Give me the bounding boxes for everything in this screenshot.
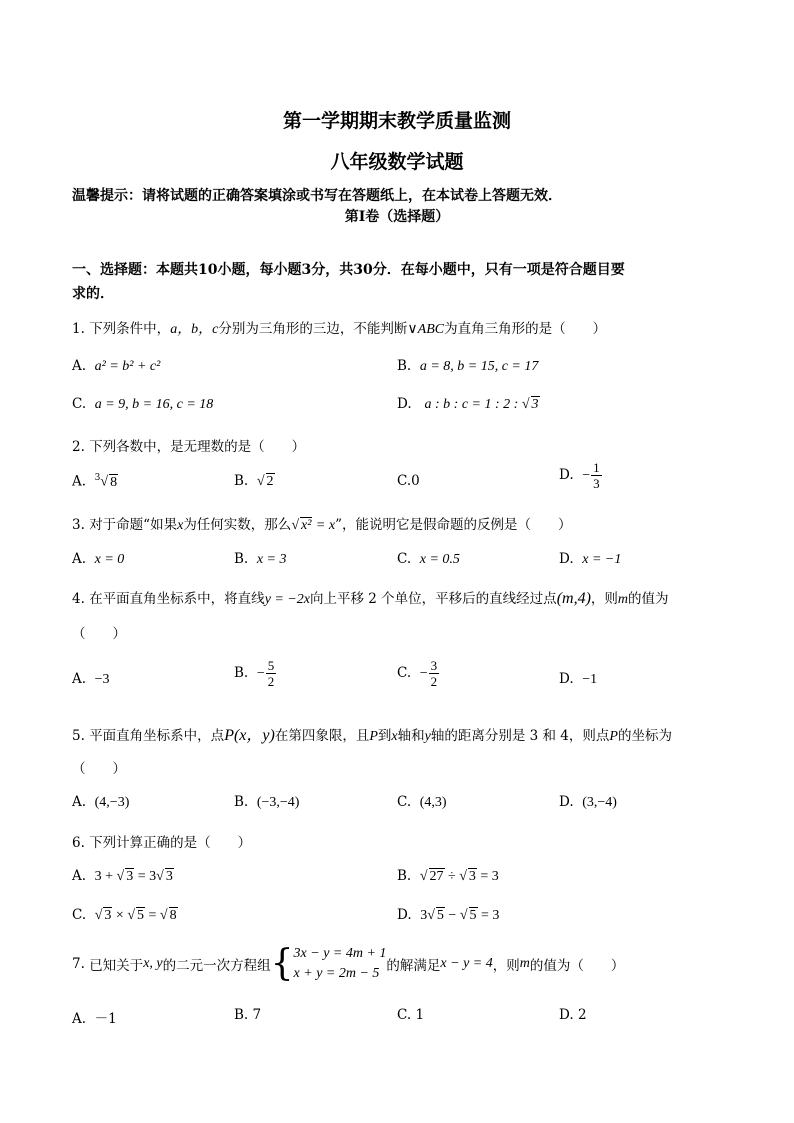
question-text: 为任何实数，那么 bbox=[183, 517, 292, 533]
q4-option-c[interactable] bbox=[397, 658, 440, 689]
question-text: 到 bbox=[377, 728, 392, 744]
question-text: 向上平移 2 个单位，平移后的直线经过点 bbox=[310, 591, 557, 607]
question-text: 分别为三角形的三边，不能判断 bbox=[218, 321, 408, 337]
math-vars: x, y bbox=[143, 956, 163, 971]
q3-option-b[interactable] bbox=[234, 551, 286, 568]
option-math: = 3 bbox=[477, 908, 500, 923]
question-1 bbox=[72, 317, 606, 338]
section-heading-line1: 一、选择题：本题共10小题，每小题3分，共30分．在每小题中，只有一项是符合题目要 bbox=[72, 262, 625, 278]
math-triangle: ∨ABC bbox=[407, 322, 445, 337]
question-text: 的值为（ ） bbox=[529, 958, 625, 974]
question-7 bbox=[72, 944, 624, 984]
q5-option-c[interactable] bbox=[397, 794, 447, 811]
exam-title: 第一学期期末教学质量监测 bbox=[282, 110, 511, 132]
option-math: −3 bbox=[94, 672, 110, 687]
option-value: 2 bbox=[577, 1007, 587, 1023]
question-number: 3. bbox=[72, 517, 85, 533]
option-label: B. bbox=[397, 868, 412, 884]
brace-icon: { bbox=[270, 943, 294, 984]
option-math: (3,−4) bbox=[582, 795, 617, 810]
option-math: (4,3) bbox=[419, 795, 447, 810]
option-label: C. bbox=[397, 794, 412, 810]
radicand: 3 bbox=[126, 869, 134, 884]
question-text: 的值为 bbox=[628, 591, 669, 607]
q1-option-c[interactable] bbox=[72, 396, 213, 413]
option-value: 7 bbox=[252, 1007, 262, 1023]
option-math: a : b : c = 1 : 2 : bbox=[424, 397, 522, 412]
option-label: A. bbox=[72, 551, 87, 567]
math-eq: = x bbox=[312, 518, 336, 533]
question-number: 6. bbox=[72, 835, 85, 851]
option-math: x = 0 bbox=[94, 552, 125, 567]
question-text: 平面直角坐标系中，点 bbox=[89, 728, 225, 744]
section-heading-line2: 求的． bbox=[72, 286, 114, 302]
option-math: = 3 bbox=[476, 869, 499, 884]
question-text: ，则 bbox=[590, 591, 618, 607]
radicand: 3 bbox=[531, 397, 539, 412]
question-number: 5. bbox=[72, 728, 85, 744]
option-label: B. bbox=[234, 794, 249, 810]
math-x: x bbox=[177, 518, 184, 533]
math-point: (m,4) bbox=[556, 590, 591, 607]
q3-option-a[interactable] bbox=[72, 551, 124, 568]
option-math: a = 8, b = 15, c = 17 bbox=[419, 359, 539, 374]
question-5-paren: （ ） bbox=[72, 761, 126, 777]
option-math: −1 bbox=[582, 672, 598, 687]
q3-option-c[interactable] bbox=[397, 551, 460, 568]
option-math: − bbox=[444, 908, 460, 923]
question-text: 的坐标为 bbox=[617, 728, 672, 744]
option-value: 0 bbox=[411, 473, 420, 489]
question-text: 下列条件中， bbox=[89, 321, 171, 337]
question-text: 的解满足 bbox=[386, 958, 441, 974]
root-index: 3 bbox=[94, 473, 101, 483]
question-4-paren: （ ） bbox=[72, 626, 126, 642]
question-2 bbox=[72, 435, 305, 455]
option-value: 1 bbox=[415, 1007, 425, 1023]
option-label: B. bbox=[397, 358, 412, 374]
option-label: B. bbox=[234, 551, 249, 567]
option-math: x = 0.5 bbox=[419, 552, 460, 567]
question-text: 在第四象限，且 bbox=[274, 728, 370, 744]
math-point: P(x，y) bbox=[224, 727, 275, 744]
q7-option-c[interactable] bbox=[397, 1007, 424, 1023]
radicand: 8 bbox=[169, 908, 177, 923]
question-text: ，则 bbox=[492, 958, 520, 974]
q6-option-a[interactable]: A. 3 + √ 3 = 3√ 3 bbox=[72, 868, 173, 884]
radicand: x² bbox=[301, 518, 312, 533]
math-x: x bbox=[391, 729, 398, 744]
option-label: D. bbox=[559, 467, 574, 483]
question-text: 下列各数中，是无理数的是（ ） bbox=[89, 439, 306, 455]
q3-option-d[interactable] bbox=[559, 551, 621, 568]
radicand: 5 bbox=[137, 908, 145, 923]
question-text: 为直角三角形的是（ ） bbox=[444, 321, 607, 337]
q6-option-d[interactable]: D. 3√ 5 − √ 5 = 3 bbox=[397, 907, 500, 923]
radicand: 5 bbox=[436, 908, 444, 923]
question-text: 轴的距离分别是 3 和 4，则点 bbox=[430, 728, 610, 744]
question-3: 3. 对于命题“如果x为任何实数，那么√ x² = x”，能说明它是假命题的反例是（ ） bbox=[72, 517, 572, 533]
option-label: B. bbox=[234, 473, 249, 489]
question-text: 下列计算正确的是（ ） bbox=[89, 835, 252, 851]
option-math: = 3 bbox=[134, 869, 157, 884]
equation-2: x + y = 2m − 5 bbox=[293, 966, 380, 981]
option-math: = bbox=[145, 908, 160, 923]
option-math: x = 3 bbox=[256, 552, 287, 567]
question-text: 的二元一次方程组 bbox=[162, 958, 271, 974]
question-text: 已知关于 bbox=[89, 958, 144, 974]
radicand: 2 bbox=[266, 474, 274, 489]
q1-option-d[interactable]: D. a : b : c = 1 : 2 : √ 3 bbox=[397, 396, 539, 412]
math-m: m bbox=[519, 956, 530, 971]
q1-option-b[interactable] bbox=[397, 358, 538, 375]
radicand: 8 bbox=[110, 474, 118, 490]
math-m: m bbox=[617, 592, 629, 607]
fraction-denominator: 3 bbox=[593, 476, 600, 491]
option-math: (4,−3) bbox=[94, 795, 130, 810]
option-label: D. bbox=[559, 794, 574, 810]
option-label: A. bbox=[72, 1011, 87, 1027]
question-number: 7. bbox=[72, 956, 85, 972]
question-text: ”，能说明它是假命题的反例是（ ） bbox=[335, 517, 572, 533]
option-label: D. bbox=[397, 396, 412, 412]
option-label: A. bbox=[72, 671, 87, 687]
option-label: C. bbox=[397, 665, 412, 681]
question-text: 在平面直角坐标系中，将直线 bbox=[89, 591, 265, 607]
q7-option-d[interactable] bbox=[559, 1007, 587, 1023]
q5-option-d[interactable] bbox=[559, 794, 617, 811]
option-label: A. bbox=[72, 868, 87, 884]
math-p: P bbox=[369, 729, 378, 744]
radicand: 27 bbox=[429, 869, 444, 884]
option-math: ÷ bbox=[444, 869, 460, 884]
q5-option-a[interactable] bbox=[72, 794, 129, 811]
question-text: 对于命题“如果 bbox=[89, 517, 178, 533]
equation-system bbox=[294, 944, 387, 984]
option-label: D. bbox=[559, 551, 574, 567]
sign: − bbox=[582, 468, 591, 483]
equation-1: 3x − y = 4m + 1 bbox=[293, 946, 387, 961]
option-label: C. bbox=[397, 551, 412, 567]
q2-option-c[interactable] bbox=[397, 473, 420, 489]
radicand: 3 bbox=[104, 908, 112, 923]
part-heading: 第Ⅰ卷（选择题） bbox=[344, 209, 450, 225]
question-4 bbox=[72, 587, 669, 608]
question-number: 1. bbox=[72, 321, 85, 337]
option-label: D. bbox=[559, 1007, 574, 1023]
radicand: 3 bbox=[165, 869, 173, 884]
option-math: × bbox=[112, 908, 128, 923]
fraction-numerator: 1 bbox=[593, 460, 600, 475]
q4-option-d[interactable] bbox=[559, 671, 597, 688]
math-line: y = −2x bbox=[264, 592, 311, 607]
q7-option-a[interactable] bbox=[72, 1007, 117, 1027]
option-label: C. bbox=[72, 396, 87, 412]
math-y: y bbox=[424, 729, 431, 744]
q2-option-d[interactable] bbox=[559, 460, 603, 491]
option-math: x = −1 bbox=[582, 552, 622, 567]
option-label: A. bbox=[72, 473, 87, 490]
question-5 bbox=[72, 722, 672, 745]
q7-option-b[interactable] bbox=[234, 1007, 261, 1023]
option-label: D. bbox=[559, 671, 574, 687]
math-p: P bbox=[609, 729, 618, 744]
math-condition: x − y = 4 bbox=[440, 956, 493, 971]
option-value: －1 bbox=[94, 1011, 117, 1027]
q4-option-b[interactable] bbox=[234, 658, 277, 689]
fraction-denominator: 2 bbox=[267, 674, 275, 689]
question-text: 轴和 bbox=[397, 728, 425, 744]
option-label: B. bbox=[234, 1007, 249, 1023]
q5-option-b[interactable] bbox=[234, 794, 299, 811]
option-label: C. bbox=[72, 907, 87, 923]
option-math: (−3,−4) bbox=[256, 795, 300, 810]
question-number: 2. bbox=[72, 439, 85, 455]
option-math: a = 9, b = 16, c = 18 bbox=[94, 397, 214, 412]
fraction-numerator: 3 bbox=[430, 658, 438, 673]
question-number: 4. bbox=[72, 591, 85, 607]
exam-subtitle: 八年级数学试题 bbox=[330, 151, 464, 173]
option-label: D. bbox=[397, 907, 412, 923]
option-label: A. bbox=[72, 794, 87, 810]
radicand: 3 bbox=[468, 869, 476, 884]
q6-option-c[interactable]: C. √ 3 × √ 5 = √ 8 bbox=[72, 907, 177, 923]
q2-option-a[interactable]: A. $^3$√ 8 bbox=[72, 473, 118, 490]
q4-option-a[interactable] bbox=[72, 671, 110, 688]
fraction-denominator: 2 bbox=[430, 674, 438, 689]
sign: − bbox=[256, 666, 265, 681]
q6-option-b[interactable]: B. √ 27 ÷ √ 3 = 3 bbox=[397, 868, 499, 884]
radicand: 5 bbox=[469, 908, 477, 923]
q2-option-b[interactable]: B. √ 2 bbox=[234, 473, 274, 489]
sign: − bbox=[419, 666, 428, 681]
math-vars: a，b，c bbox=[170, 322, 219, 337]
option-math: 3 + bbox=[94, 869, 117, 884]
option-label: C. bbox=[397, 473, 412, 489]
option-label: A. bbox=[72, 358, 87, 374]
option-label: C. bbox=[397, 1007, 412, 1023]
option-label: B. bbox=[234, 665, 249, 681]
option-math: a² = b² + c² bbox=[94, 359, 161, 374]
notice-text: 温馨提示：请将试题的正确答案填涂或书写在答题纸上，在本试卷上答题无效． bbox=[72, 188, 562, 204]
question-6 bbox=[72, 831, 251, 851]
option-math: 3 bbox=[420, 908, 428, 923]
fraction-numerator: 5 bbox=[267, 658, 275, 673]
q1-option-a[interactable] bbox=[72, 358, 160, 375]
